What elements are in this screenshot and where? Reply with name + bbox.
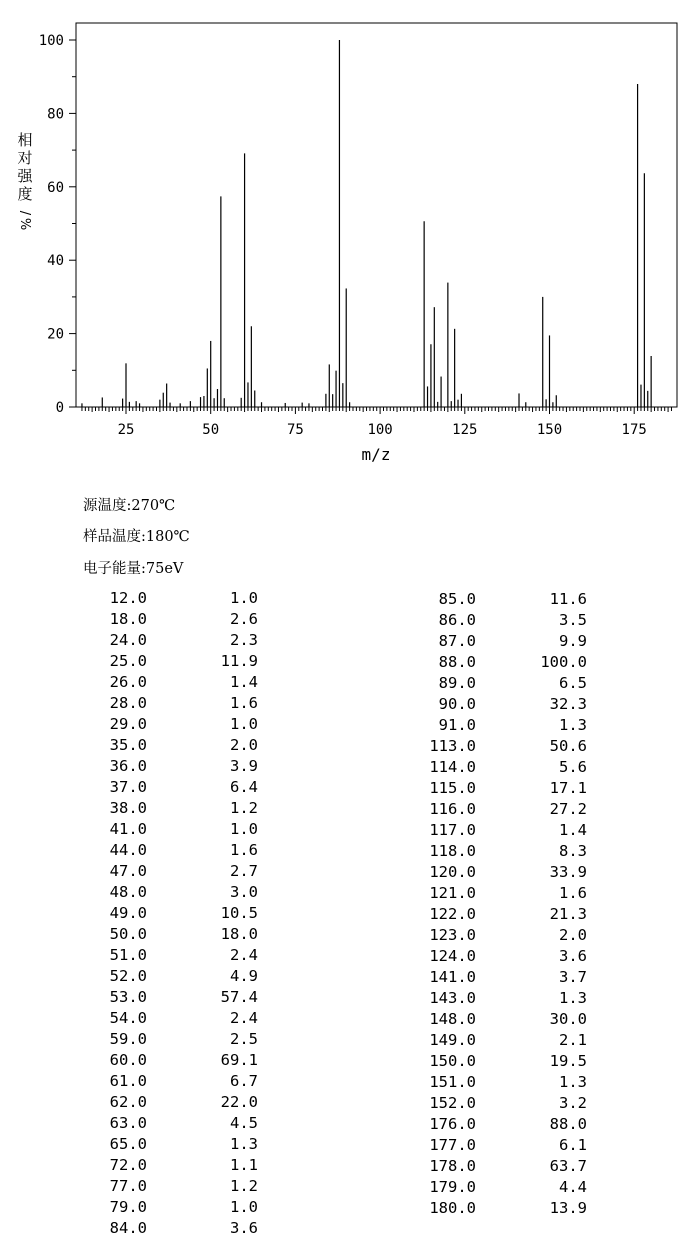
mz-value: 25.0 — [109, 652, 147, 670]
table-row — [85, 1113, 258, 1134]
table-row — [85, 987, 258, 1008]
mz-value: 122.0 — [429, 905, 476, 923]
mz-value: 113.0 — [429, 737, 476, 755]
intensity-value: 1.6 — [230, 841, 258, 859]
intensity-value: 3.7 — [559, 968, 587, 986]
mz-value: 178.0 — [429, 1157, 476, 1175]
mz-value: 47.0 — [109, 862, 147, 880]
table-row — [85, 966, 258, 987]
y-axis-label-char: / — [17, 210, 32, 216]
x-tick-label: 25 — [117, 422, 135, 438]
table-row — [85, 756, 258, 777]
table-row — [414, 925, 587, 946]
table-row — [414, 862, 587, 883]
mz-value: 79.0 — [109, 1198, 147, 1216]
mz-value: 176.0 — [429, 1115, 476, 1133]
peak-table-right — [414, 589, 587, 1219]
table-row — [85, 861, 258, 882]
mz-value: 116.0 — [429, 800, 476, 818]
table-row — [414, 988, 587, 1009]
mz-value: 115.0 — [429, 779, 476, 797]
intensity-value: 3.6 — [230, 1219, 258, 1237]
y-axis-label-char: 对 — [17, 149, 33, 167]
intensity-value: 2.7 — [230, 862, 258, 880]
intensity-value: 33.9 — [549, 863, 587, 881]
table-row — [85, 693, 258, 714]
table-row — [414, 841, 587, 862]
intensity-value: 100.0 — [540, 653, 587, 671]
table-row — [85, 1050, 258, 1071]
intensity-value: 1.0 — [230, 1198, 258, 1216]
table-row — [85, 1008, 258, 1029]
mass-spectrum-chart — [0, 0, 687, 480]
y-tick-label: 100 — [38, 33, 64, 49]
table-row — [85, 945, 258, 966]
table-row — [414, 1072, 587, 1093]
table-row — [414, 1030, 587, 1051]
table-row — [85, 903, 258, 924]
table-row — [85, 777, 258, 798]
mz-value: 49.0 — [109, 904, 147, 922]
table-row — [85, 1218, 258, 1239]
table-row — [414, 715, 587, 736]
table-row — [414, 1009, 587, 1030]
mz-value: 117.0 — [429, 821, 476, 839]
table-row — [414, 589, 587, 610]
table-row — [414, 652, 587, 673]
y-tick-label: 40 — [47, 253, 64, 270]
table-row — [85, 588, 258, 609]
table-row — [414, 1177, 587, 1198]
intensity-value: 1.3 — [230, 1135, 258, 1153]
intensity-value: 1.6 — [559, 884, 587, 902]
table-row — [85, 1071, 258, 1092]
table-row — [414, 1093, 587, 1114]
table-row — [414, 1051, 587, 1072]
intensity-value: 2.4 — [230, 946, 258, 964]
table-row — [414, 1114, 587, 1135]
mz-value: 61.0 — [109, 1072, 147, 1090]
table-row — [414, 883, 587, 904]
x-tick-label: 125 — [452, 422, 478, 438]
mz-value: 41.0 — [109, 820, 147, 838]
intensity-value: 10.5 — [220, 904, 258, 922]
table-row — [414, 820, 587, 841]
intensity-value: 2.4 — [230, 1009, 258, 1027]
intensity-value: 69.1 — [220, 1051, 258, 1069]
intensity-value: 2.0 — [559, 926, 587, 944]
x-tick-labels — [118, 422, 647, 438]
mz-value: 59.0 — [109, 1030, 147, 1048]
table-row — [414, 778, 587, 799]
y-tick-label: 0 — [55, 400, 64, 416]
intensity-value: 9.9 — [559, 632, 587, 650]
mz-value: 52.0 — [109, 967, 147, 985]
y-axis-label-char: 强 — [17, 167, 33, 185]
mz-value: 24.0 — [109, 631, 147, 649]
table-row — [85, 735, 258, 756]
intensity-value: 1.0 — [230, 589, 258, 607]
y-axis-label-char: % — [17, 217, 32, 231]
intensity-value: 1.3 — [559, 989, 587, 1007]
intensity-value: 11.6 — [549, 590, 587, 608]
intensity-value: 1.1 — [230, 1156, 258, 1174]
sample-temperature: 样品温度:180℃ — [83, 529, 190, 545]
table-row — [85, 882, 258, 903]
x-tick-label: 50 — [202, 422, 220, 438]
mz-value: 89.0 — [438, 674, 476, 692]
intensity-value: 1.3 — [559, 716, 587, 734]
table-row — [414, 946, 587, 967]
table-row — [85, 924, 258, 945]
table-row — [414, 757, 587, 778]
table-row — [85, 840, 258, 861]
mz-value: 177.0 — [429, 1136, 476, 1154]
mz-value: 50.0 — [109, 925, 147, 943]
intensity-value: 1.6 — [230, 694, 258, 712]
table-row — [85, 819, 258, 840]
mz-value: 29.0 — [109, 715, 147, 733]
intensity-value: 88.0 — [549, 1115, 587, 1133]
intensity-value: 22.0 — [220, 1093, 258, 1111]
intensity-value: 3.9 — [230, 757, 258, 775]
mz-value: 87.0 — [438, 632, 476, 650]
table-row — [414, 904, 587, 925]
table-row — [85, 609, 258, 630]
mz-value: 26.0 — [109, 673, 147, 691]
mz-value: 123.0 — [429, 926, 476, 944]
intensity-value: 3.2 — [559, 1094, 587, 1112]
y-axis-label-char: 度 — [17, 185, 33, 203]
intensity-value: 2.6 — [230, 610, 258, 628]
table-row — [85, 1155, 258, 1176]
mz-value: 77.0 — [109, 1177, 147, 1195]
mz-value: 121.0 — [429, 884, 476, 902]
mz-value: 118.0 — [429, 842, 476, 860]
x-tick-label: 150 — [536, 422, 563, 438]
table-row — [414, 736, 587, 757]
intensity-value: 13.9 — [549, 1199, 587, 1217]
table-row — [414, 1198, 587, 1219]
x-tick-label: 100 — [367, 422, 393, 438]
intensity-value: 6.7 — [230, 1072, 258, 1090]
mz-value: 88.0 — [438, 653, 476, 671]
table-row — [414, 1156, 587, 1177]
mz-value: 65.0 — [109, 1135, 147, 1153]
intensity-value: 5.6 — [559, 758, 587, 776]
mz-value: 62.0 — [109, 1093, 147, 1111]
mz-value: 63.0 — [109, 1114, 147, 1132]
intensity-value: 1.0 — [230, 820, 258, 838]
mz-value: 148.0 — [429, 1010, 476, 1028]
x-tick-label: 75 — [286, 422, 304, 438]
intensity-value: 63.7 — [549, 1157, 587, 1175]
mz-value: 53.0 — [109, 988, 147, 1006]
table-row — [85, 630, 258, 651]
intensity-value: 21.3 — [549, 905, 587, 923]
table-row — [85, 1134, 258, 1155]
mz-value: 149.0 — [429, 1031, 476, 1049]
table-row — [85, 1029, 258, 1050]
mz-value: 35.0 — [109, 736, 147, 754]
table-row — [414, 694, 587, 715]
intensity-value: 6.4 — [230, 778, 258, 796]
y-tick-labels — [39, 33, 64, 416]
plot-frame — [76, 23, 677, 407]
intensity-value: 6.5 — [559, 674, 587, 692]
plot-border — [76, 23, 677, 407]
mz-value: 152.0 — [429, 1094, 476, 1112]
mz-value: 143.0 — [429, 989, 476, 1007]
y-tick-label: 80 — [47, 106, 64, 123]
mz-value: 38.0 — [109, 799, 147, 817]
intensity-value: 32.3 — [549, 695, 587, 713]
intensity-value: 2.0 — [230, 736, 258, 754]
table-row — [85, 651, 258, 672]
y-tick-label: 60 — [47, 179, 64, 196]
table-row — [414, 967, 587, 988]
intensity-value: 1.2 — [230, 1177, 258, 1195]
mz-value: 84.0 — [109, 1219, 147, 1237]
x-tick-label: 175 — [621, 422, 647, 438]
table-row — [85, 1197, 258, 1218]
intensity-value: 2.3 — [230, 631, 258, 649]
intensity-value: 18.0 — [220, 925, 258, 943]
mz-value: 120.0 — [429, 863, 476, 881]
mz-value: 90.0 — [438, 695, 476, 713]
mz-value: 86.0 — [438, 611, 476, 629]
mz-value: 179.0 — [429, 1178, 476, 1196]
mz-value: 54.0 — [109, 1009, 147, 1027]
intensity-value: 1.4 — [230, 673, 258, 691]
intensity-value: 11.9 — [220, 652, 258, 670]
mz-value: 51.0 — [109, 946, 147, 964]
mz-value: 48.0 — [109, 883, 147, 901]
table-row — [414, 631, 587, 652]
mz-value: 36.0 — [109, 757, 147, 775]
intensity-value: 1.4 — [559, 821, 587, 839]
axis-ticks — [69, 40, 671, 414]
mz-value: 28.0 — [109, 694, 147, 712]
y-axis-label-char: 相 — [17, 131, 33, 149]
intensity-value: 30.0 — [549, 1010, 587, 1028]
table-row — [85, 1092, 258, 1113]
mz-value: 151.0 — [429, 1073, 476, 1091]
mz-value: 18.0 — [109, 610, 147, 628]
source-temperature: 源温度:270℃ — [83, 498, 176, 514]
peak-table-left — [85, 588, 258, 1239]
mz-value: 72.0 — [109, 1156, 147, 1174]
intensity-value: 1.2 — [230, 799, 258, 817]
mz-value: 37.0 — [109, 778, 147, 796]
intensity-value: 50.6 — [549, 737, 587, 755]
table-row — [85, 672, 258, 693]
mz-value: 85.0 — [438, 590, 476, 608]
mz-value: 91.0 — [438, 716, 476, 734]
mz-value: 44.0 — [109, 841, 147, 859]
intensity-value: 3.6 — [559, 947, 587, 965]
intensity-value: 6.1 — [559, 1136, 587, 1154]
intensity-value: 2.1 — [559, 1031, 587, 1049]
mz-value: 60.0 — [109, 1051, 147, 1069]
x-axis-label: m/z — [361, 445, 391, 464]
table-row — [414, 673, 587, 694]
y-tick-label: 20 — [47, 326, 64, 343]
electron-energy: 电子能量:75eV — [83, 561, 184, 577]
mz-value: 12.0 — [109, 589, 147, 607]
mz-value: 180.0 — [429, 1199, 476, 1217]
intensity-value: 1.3 — [559, 1073, 587, 1091]
table-row — [414, 799, 587, 820]
y-axis-label — [17, 131, 33, 230]
intensity-value: 1.0 — [230, 715, 258, 733]
intensity-value: 17.1 — [549, 779, 587, 797]
table-row — [414, 1135, 587, 1156]
intensity-value: 8.3 — [559, 842, 587, 860]
table-row — [85, 798, 258, 819]
intensity-value: 4.4 — [559, 1178, 587, 1196]
intensity-value: 2.5 — [230, 1030, 258, 1048]
intensity-value: 4.5 — [230, 1114, 258, 1132]
table-row — [85, 1176, 258, 1197]
intensity-value: 3.5 — [559, 611, 587, 629]
intensity-value: 3.0 — [230, 883, 258, 901]
mz-value: 124.0 — [429, 947, 476, 965]
table-row — [85, 714, 258, 735]
mz-value: 141.0 — [429, 968, 476, 986]
intensity-value: 19.5 — [549, 1052, 587, 1070]
mz-value: 114.0 — [429, 758, 476, 776]
mz-value: 150.0 — [429, 1052, 476, 1070]
table-row — [414, 610, 587, 631]
intensity-value: 27.2 — [549, 800, 587, 818]
spectrum-bars — [82, 40, 651, 407]
intensity-value: 57.4 — [220, 988, 258, 1006]
intensity-value: 4.9 — [230, 967, 258, 985]
